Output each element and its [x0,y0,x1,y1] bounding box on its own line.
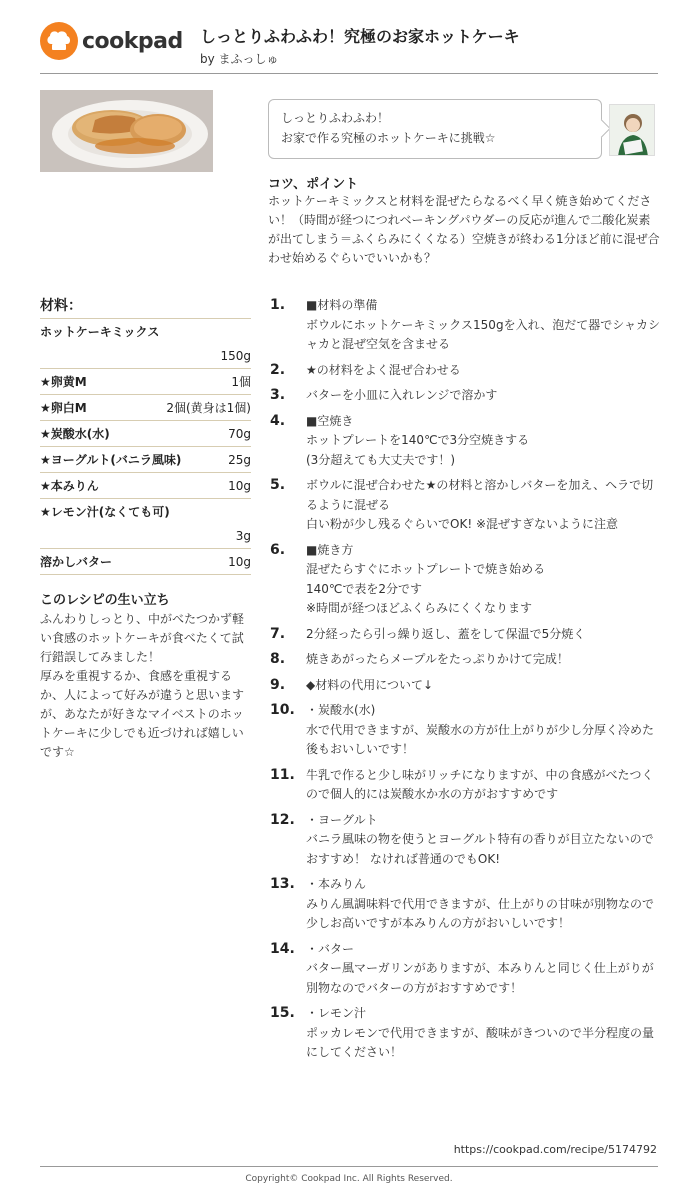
ingredient-name: ★炭酸水(水) [40,427,110,441]
step-line: ボウルにホットケーキミックス150gを入れ、泡だて器でシャカシャカと混ぜ空気を含ませる [306,317,661,351]
step-item [270,476,662,535]
ingredient-row [40,549,251,575]
step-number: 1. [270,297,286,313]
step-number: 3. [270,387,286,403]
step-item [270,1004,662,1063]
step-text [306,361,662,381]
step-text [306,412,662,471]
step-line: 牛乳で作ると少し味がリッチになりますが、中の食感がべたつくので個人的には炭酸水か水の方がおすすめです [306,767,654,801]
steps-list [270,296,662,1069]
story-text [40,610,245,762]
author-message-bubble [268,99,602,159]
step-line: ボウルに混ぜ合わせた★の材料と溶かしバターを加え、ヘラで切るように混ぜる [306,478,654,512]
step-text [306,1004,662,1063]
ingredient-amount: 150g [220,349,251,363]
recipe-author[interactable]: by まふっしゅ [200,52,279,66]
step-item [270,676,662,696]
ingredient-name: 溶かしバター [40,555,113,569]
ingredient-amount: 70g [228,427,251,441]
step-line: 焼きあがったらメープルをたっぷりかけて完成！ [306,652,569,666]
step-line: ・レモン汁 [306,1006,367,1020]
step-line: 140℃で表を2分です [306,581,423,596]
ingredient-row [40,319,251,369]
logo-text: cookpad [82,28,183,54]
step-number: 10. [270,702,295,718]
step-text [306,875,662,934]
recipe-url[interactable]: https://cookpad.com/recipe/5174792 [453,1143,657,1156]
step-line: バター風マーガリンがありますが、本みりんと同じく仕上がりが別物なのでバターの方がおすすめです！ [306,961,654,995]
ingredient-amount: 10g [228,555,251,569]
step-line: ★の材料をよく混ぜ合わせる [306,362,461,377]
step-line: みりん風調味料で代用できますが、仕上がりの甘味が別物なので少しお高いですが本みりんの方がおいしいです！ [306,896,655,930]
step-number: 8. [270,651,286,667]
step-item [270,875,662,934]
step-line: ※時間が経つほどふくらみにくくなります [306,601,533,615]
step-number: 4. [270,412,286,429]
tips-heading: コツ、ポイント [268,177,359,192]
step-line: ■材料の準備 [306,298,378,312]
step-number: 5. [270,477,286,493]
ingredient-name: ★レモン汁(なくても可) [40,505,170,519]
step-item [270,625,662,645]
message-line-1: しっとりふわふわ！ [281,111,390,125]
step-item [270,541,662,619]
ingredient-row [40,421,251,447]
step-item [270,766,662,805]
step-number: 15. [270,1005,295,1021]
ingredient-row [40,369,251,395]
ingredient-name: ★本みりん [40,479,99,493]
ingredient-amount: 25g [228,453,251,467]
step-item [270,412,662,471]
story-heading: このレシピの生い立ち [40,593,170,608]
ingredient-row [40,473,251,499]
step-line: ・ヨーグルト [306,812,378,827]
step-number: 13. [270,876,295,892]
ingredient-amount: 2個(黄身は1個) [166,401,251,415]
step-text [306,476,662,535]
ingredient-row [40,395,251,421]
chef-hat-icon [40,22,78,60]
step-item [270,650,662,670]
ingredient-name: ★卵黄M [40,375,87,389]
step-line: 混ぜたらすぐにホットプレートで焼き始める [306,562,546,576]
step-text [306,650,662,670]
step-line: バニラ風味の物を使うとヨーグルト特有の香りが目立たないのでおすすめ！ なければ普通のでもOK! [306,832,654,866]
step-item [270,811,662,870]
step-line: ・炭酸水(水) [306,703,376,717]
step-item [270,386,662,406]
step-text [306,811,662,870]
step-line: ・本みりん [306,877,367,891]
ingredient-name: ★卵白M [40,401,87,415]
ingredients-heading: 材料： [40,295,251,319]
tips-text: ホットケーキミックスと材料を混ぜたらなるべく早く焼き始めてください！（時間が経つにつれベーキングパウダーの反応が進んで二酸化炭素が出てしまう＝ふくらみにくくなる）空焼きが終わる1分ほど前に混ぜ合わせ始めるぐらいでいいかも？ [268,194,660,265]
step-text [306,940,662,999]
page-header [40,18,658,74]
step-line: ・バター [306,941,355,956]
step-line: ■焼き方 [306,542,354,557]
ingredient-row [40,499,251,549]
step-number: 11. [270,766,295,783]
step-text [306,701,662,760]
step-item [270,940,662,999]
step-item [270,361,662,381]
step-line: ポッカレモンで代用できますが、酸味がきついので半分程度の量にしてください！ [306,1025,655,1059]
step-line: ホットプレートを140℃で3分空焼きする [306,433,530,447]
step-number: 9. [270,676,286,693]
ingredient-name: ホットケーキミックス [40,325,160,339]
step-number: 6. [270,541,286,558]
recipe-title: しっとりふわふわ！究極のお家ホットケーキ [200,27,520,46]
ingredient-amount: 1個 [231,375,251,389]
step-text [306,386,662,406]
step-line: 白い粉が少し残るぐらいでOK! ※混ぜすぎないように注意 [306,517,618,531]
ingredient-name: ★ヨーグルト(バニラ風味) [40,453,182,467]
recipe-photo [40,90,213,172]
step-text [306,676,662,696]
author-avatar[interactable] [609,104,655,156]
step-text [306,766,662,805]
step-line: ◆材料の代用について↓ [306,677,434,692]
story-paragraph-1: ふんわりしっとり、中がべたつかず軽い食感のホットケーキが食べたくて試行錯誤してみました！ [40,612,245,664]
story-paragraph-2: 厚みを重視するか、食感を重視するか、人によって好みが違うと思いますが、あなたが好きなマイベストのホットケーキに少しでも近づければ嬉しいです☆ [40,669,245,759]
step-line: 水で代用できますが、炭酸水の方が仕上がりが少し分厚く冷めた後もおいしいです！ [306,722,655,756]
ingredient-row [40,447,251,473]
step-number: 12. [270,811,295,828]
step-number: 2. [270,361,286,378]
step-text [306,625,662,645]
step-item [270,701,662,760]
copyright-footer: Copyright© Cookpad Inc. All Rights Reserved. [40,1166,658,1184]
step-number: 7. [270,625,286,642]
step-line: 2分経ったら引っ繰り返し、蓋をして保温で5分焼く [306,626,586,641]
step-line: (3分超えても大丈夫です！) [306,452,455,467]
message-line-2: お家で作る究極のホットケーキに挑戦☆ [281,131,496,145]
step-line: バターを小皿に入れレンジで溶かす [306,388,498,402]
step-text [306,541,662,619]
step-text [306,296,662,355]
step-item [270,296,662,355]
cookpad-logo[interactable] [40,22,183,60]
ingredient-amount: 10g [228,479,251,493]
ingredient-amount: 3g [235,529,251,543]
step-number: 14. [270,940,295,957]
step-line: ■空焼き [306,413,354,428]
left-column [40,295,251,762]
